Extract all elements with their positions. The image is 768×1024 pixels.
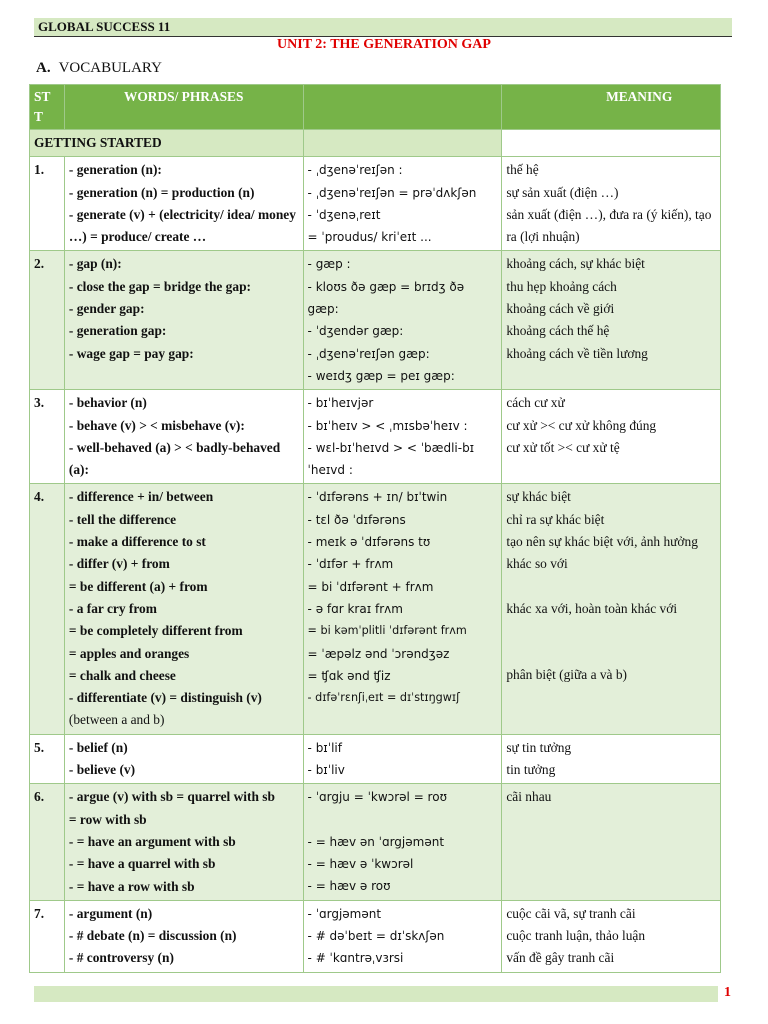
word-line: - # debate (n) = discussion (n) (68, 928, 237, 944)
ipa-line: - dɪfəˈrɛnʃiˌeɪt = dɪˈstɪŋgwɪʃ (307, 691, 460, 705)
row-meaning (502, 734, 721, 784)
word-line: = apples and oranges (68, 645, 190, 661)
word-line: - gender gap: (68, 301, 145, 317)
word-line: - differentiate (v) = distinguish (v) (68, 690, 262, 706)
row-number: 2. (30, 251, 65, 390)
table-row (30, 484, 721, 734)
word-line: - argument (n) (68, 905, 153, 921)
meaning-line: khác so với (506, 556, 568, 572)
word-line: - tell the difference (68, 511, 177, 527)
table-row (30, 900, 721, 972)
row-words (64, 251, 303, 390)
meaning-line: tạo nên sự khác biệt với, ảnh hưởng (506, 534, 698, 550)
word-line: = be different (a) + from (68, 578, 208, 594)
page-number: 1 (724, 985, 731, 1000)
row-ipa (303, 484, 502, 734)
ipa-line: = bi kəmˈplitli ˈdɪfərənt frʌm (307, 624, 467, 638)
row-ipa (303, 251, 502, 390)
word-line: - believe (v) (68, 762, 136, 778)
table-row (30, 390, 721, 484)
meaning-line: vấn đề gây tranh cãi (506, 950, 615, 966)
row-number: 3. (30, 390, 65, 484)
word-line: - # controversy (n) (68, 950, 174, 966)
word-line: - a far cry from (68, 600, 157, 616)
subheading-blank-2 (502, 130, 721, 157)
ipa-line: - ə fɑr kraɪ frʌm (307, 601, 403, 616)
meaning-line: khoảng cách về giới (506, 301, 615, 317)
meaning-line: sự sản xuất (điện …) (506, 184, 619, 200)
meaning-line: sự khác biệt (506, 489, 571, 505)
row-number: 5. (30, 734, 65, 784)
word-line: - behavior (n) (68, 395, 147, 411)
meaning-line: phân biệt (giữa a và b) (506, 666, 628, 682)
row-ipa (303, 900, 502, 972)
table-header-row (30, 85, 721, 130)
row-ipa (303, 784, 502, 900)
word-line: - difference + in/ between (68, 489, 214, 505)
word-line: - argue (v) with sb = quarrel with sb (68, 789, 275, 805)
row-ipa (303, 734, 502, 784)
row-words (64, 390, 303, 484)
word-line: = chalk and cheese (68, 667, 176, 683)
ipa-line: - gæp : (307, 257, 351, 272)
row-ipa (303, 157, 502, 251)
word-line: - close the gap = bridge the gap: (68, 278, 251, 294)
ipa-line: - wɛl-bɪˈheɪvd > < ˈbædli-bɪ ˈheɪvd : (307, 440, 475, 478)
table-row (30, 734, 721, 784)
row-meaning (502, 390, 721, 484)
word-line: - = have an argument with sb (68, 833, 236, 849)
word-line: - gap (n): (68, 256, 122, 272)
ipa-line: - ˈdʒenəˌreɪt (307, 207, 381, 222)
ipa-line: - = hæv ə ˈkwɔrəl (307, 856, 414, 871)
word-line: - generation (n): (68, 162, 162, 178)
meaning-line: thu hẹp khoảng cách (506, 278, 617, 294)
ipa-line: - = hæv ən ˈɑrgjəmənt (307, 834, 445, 849)
row-words (64, 484, 303, 734)
ipa-line: - ˈɑrgju = ˈkwɔrəl = roʊ (307, 790, 447, 805)
meaning-line: khoảng cách về tiền lương (506, 345, 648, 361)
row-words (64, 900, 303, 972)
word-line: - = have a quarrel with sb (68, 856, 216, 872)
row-meaning (502, 157, 721, 251)
ipa-line: = ʧɑk ənd ʧiz (307, 668, 391, 683)
word-line: - wage gap = pay gap: (68, 345, 194, 361)
ipa-line: - ˌdʒenəˈreɪʃən gæp: (307, 346, 430, 361)
meaning-line: cuộc cãi vã, sự tranh cãi (506, 905, 636, 921)
ipa-line: - bɪˈlif (307, 740, 342, 755)
subheading-label: GETTING STARTED (30, 130, 304, 157)
col-header-ipa (303, 85, 502, 130)
meaning-line: thế hệ (506, 162, 539, 178)
ipa-line: - bɪˈliv (307, 763, 345, 778)
col-header-meaning: MEANING (502, 85, 721, 130)
ipa-line: - ˌdʒenəˈreɪʃən = prəˈdʌkʃən (307, 185, 477, 200)
meaning-line: khoảng cách, sự khác biệt (506, 256, 645, 272)
ipa-line: - ˌdʒenəˈreɪʃən : (307, 163, 403, 178)
section-letter: A. (36, 60, 51, 76)
meaning-line: cư xử >< cư xử không đúng (506, 417, 657, 433)
ipa-line: - = hæv ə roʊ (307, 879, 391, 894)
ipa-line: - weɪdʒ gæp = peɪ gæp: (307, 368, 455, 383)
word-line: - behave (v) > < misbehave (v): (68, 417, 245, 433)
header-bar (34, 18, 732, 37)
word-line: (between a and b) (68, 712, 165, 728)
meaning-line: cãi nhau (506, 789, 552, 805)
table-row (30, 784, 721, 900)
ipa-line: - ˈdɪfər + frʌm (307, 557, 394, 572)
ipa-line: = bi ˈdɪfərənt + frʌm (307, 579, 434, 594)
vocabulary-table (29, 84, 721, 973)
ipa-line: - # dəˈbeɪt = dɪˈskʌʃən (307, 929, 445, 944)
meaning-line: khác xa với, hoàn toàn khác với (506, 600, 678, 616)
row-words (64, 734, 303, 784)
word-line: - make a difference to st (68, 534, 206, 550)
word-line: - generate (v) + (electricity/ idea/ money …) = produce/ create … (68, 206, 296, 245)
table-row (30, 251, 721, 390)
meaning-line: tin tưởng (506, 762, 556, 778)
word-line: - well-behaved (a) > < badly-behaved (a): (68, 439, 281, 478)
meaning-line: sản xuất (điện …), đưa ra (ý kiến), tạo ra (lợi nhuận) (506, 206, 712, 245)
ipa-line: - tɛl ðə ˈdɪfərəns (307, 512, 406, 527)
ipa-line: - bɪˈheɪv > < ˌmɪsbəˈheɪv : (307, 418, 468, 433)
col-header-words: WORDS/ PHRASES (64, 85, 303, 130)
word-line: - generation gap: (68, 323, 167, 339)
row-number: 7. (30, 900, 65, 972)
table-row (30, 157, 721, 251)
row-meaning (502, 784, 721, 900)
word-line: - generation (n) = production (n) (68, 184, 255, 200)
subheading-row (30, 130, 721, 157)
meaning-line: cư xử tốt >< cư xử tệ (506, 439, 620, 455)
row-meaning (502, 484, 721, 734)
meaning-line: chỉ ra sự khác biệt (506, 511, 605, 527)
word-line: - belief (n) (68, 739, 128, 755)
word-line: - differ (v) + from (68, 556, 170, 572)
ipa-line: = ˈæpəlz ənd ˈɔrəndʒəz (307, 646, 450, 661)
row-number: 4. (30, 484, 65, 734)
meaning-line: cuộc tranh luận, thảo luận (506, 928, 646, 944)
ipa-line: - kloʊs ðə gæp = brɪdʒ ðə gæp: (307, 279, 465, 317)
row-words (64, 157, 303, 251)
word-line: = be completely different from (68, 623, 243, 639)
word-line: - = have a row with sb (68, 878, 195, 894)
col-header-st: ST T (30, 85, 65, 130)
ipa-line: - meɪk ə ˈdɪfərəns tʊ (307, 535, 431, 550)
ipa-line: - bɪˈheɪvjər (307, 396, 374, 411)
ipa-line: - ˈdɪfərəns + ɪn/ bɪˈtwin (307, 490, 448, 505)
subheading-blank (303, 130, 502, 157)
row-meaning (502, 251, 721, 390)
ipa-line: = ˈproudus/ kriˈeɪt ... (307, 230, 432, 245)
row-number: 1. (30, 157, 65, 251)
footer-bar (34, 986, 718, 1002)
row-number: 6. (30, 784, 65, 900)
meaning-line: sự tin tưởng (506, 739, 572, 755)
section-title: VOCABULARY (58, 60, 162, 76)
row-ipa (303, 390, 502, 484)
ipa-line: - ˈɑrgjəmənt (307, 906, 382, 921)
meaning-line: khoảng cách thế hệ (506, 323, 610, 339)
section-heading (36, 60, 162, 77)
ipa-line: - ˈdʒendər gæp: (307, 324, 404, 339)
meaning-line: cách cư xử (506, 395, 565, 411)
unit-title: UNIT 2: THE GENERATION GAP (277, 37, 491, 52)
row-words (64, 784, 303, 900)
book-title: GLOBAL SUCCESS 11 (38, 19, 171, 34)
row-meaning (502, 900, 721, 972)
word-line: = row with sb (68, 811, 147, 827)
ipa-line: - # ˈkɑntrəˌvɜrsi (307, 951, 404, 966)
